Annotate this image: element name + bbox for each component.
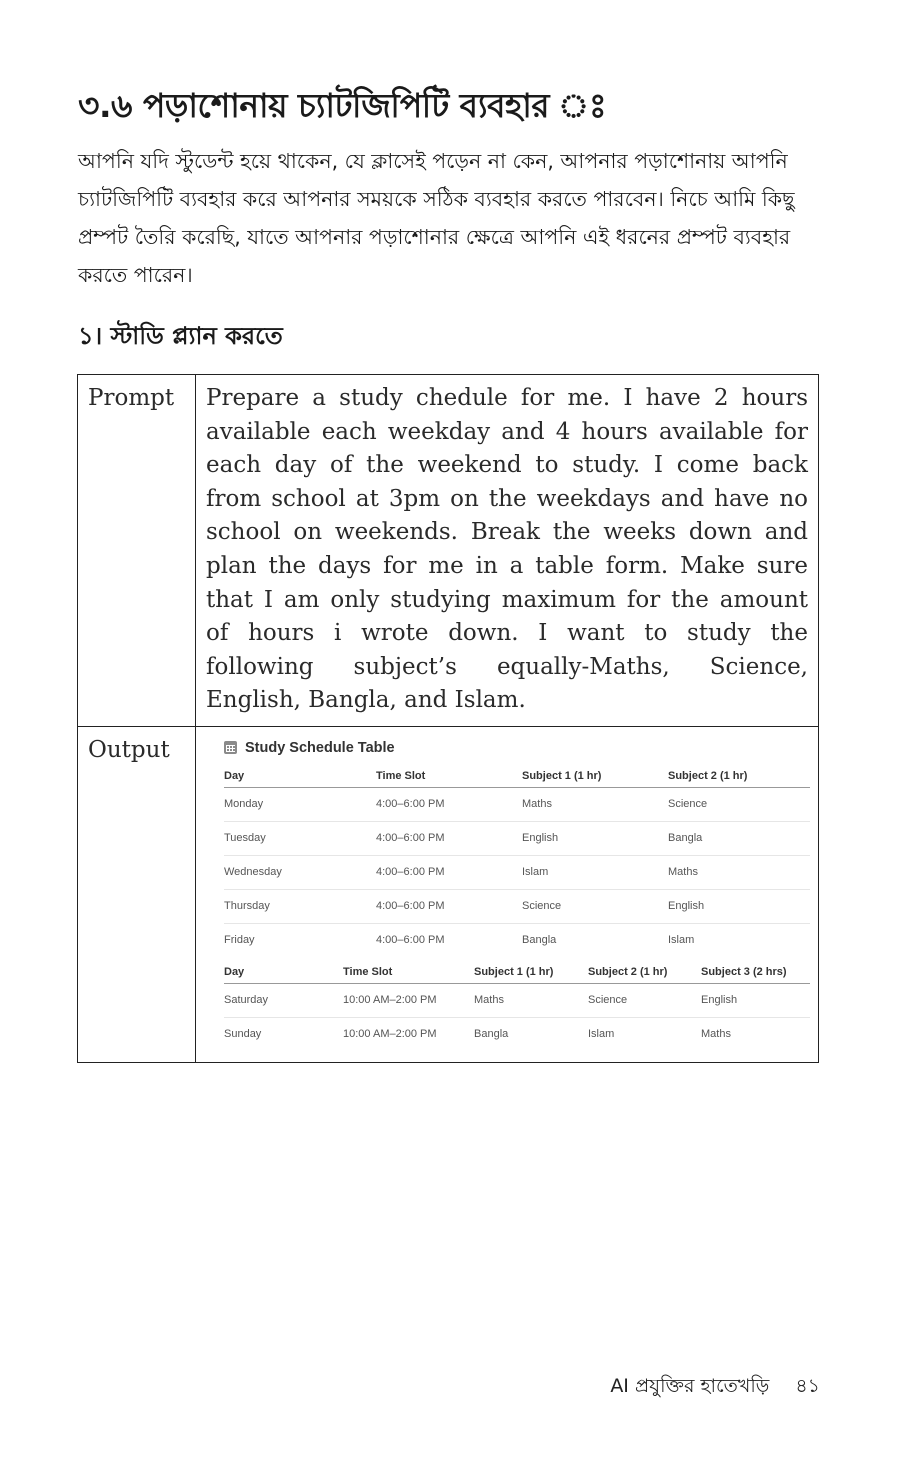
column-header: Subject 3 (2 hrs) (701, 961, 810, 984)
table-row (224, 1017, 810, 1051)
column-header: Day (224, 961, 343, 984)
weekend-header-row (224, 961, 810, 984)
table-cell: Maths (668, 855, 810, 889)
schedule-title-bar (224, 737, 808, 759)
column-header: Time Slot (343, 961, 474, 984)
table-cell: Tuesday (224, 821, 376, 855)
table-cell: Monday (224, 787, 376, 821)
output-row (78, 726, 819, 1062)
table-cell: English (668, 889, 810, 923)
prompt-output-table (77, 374, 819, 1063)
column-header: Subject 2 (1 hr) (668, 765, 810, 788)
table-cell: Maths (522, 787, 668, 821)
table-row (224, 821, 810, 855)
column-header: Subject 1 (1 hr) (522, 765, 668, 788)
table-cell: 4:00–6:00 PM (376, 821, 522, 855)
table-cell: 4:00–6:00 PM (376, 787, 522, 821)
output-label: Output (78, 726, 196, 1062)
book-title: AI প্রযুক্তির হাতেখড়ি (610, 1375, 770, 1397)
weekday-schedule-table (224, 765, 810, 957)
column-header: Subject 1 (1 hr) (474, 961, 588, 984)
table-cell: Thursday (224, 889, 376, 923)
table-row (224, 889, 810, 923)
table-cell: Bangla (522, 934, 557, 947)
prompt-label: Prompt (78, 375, 196, 727)
table-cell: Science (668, 787, 810, 821)
column-header: Day (224, 765, 376, 788)
prompt-text: Prepare a study chedule for me. I have 2 hours available each weekday and 4 hours available for each day of the weekend to study. I come back from school at 3pm on the weekdays and have no school on weekends. Break the weeks down and plan the days for me in a table form. Make sure that I am only studying maximum for the amount of hours i wrote down. I want to study the following subject’s equally-Maths, Science, English, Bangla, and Islam. (196, 375, 819, 727)
table-cell: English (701, 983, 810, 1017)
calendar-icon (224, 741, 237, 754)
table-cell: Maths (701, 1028, 731, 1041)
column-header: Subject 2 (1 hr) (588, 961, 701, 984)
table-cell: 4:00–6:00 PM (376, 889, 522, 923)
table-row (224, 855, 810, 889)
table-row (224, 983, 810, 1017)
table-cell: Science (588, 983, 701, 1017)
weekend-schedule-table (224, 961, 810, 1051)
intro-paragraph: আপনি যদি স্টুডেন্ট হয়ে থাকেন, যে ক্লাসেই পড়েন না কেন, আপনার পড়াশোনায় আপনি চ্যাটজিপিটি ব্যবহার করে আপনার সময়কে সঠিক ব্যবহার করতে পারবেন। নিচে আমি কিছু প্রম্পট তৈরি করেছি, যাতে আপনার পড়াশোনার ক্ষেত্রে আপনি এই ধরনের প্রম্পট ব্যবহার করতে পারেন। (78, 149, 795, 287)
table-cell: Islam (522, 855, 668, 889)
table-cell: Wednesday (224, 855, 376, 889)
table-cell: 10:00 AM–2:00 PM (343, 983, 474, 1017)
table-cell: Science (522, 889, 668, 923)
table-row (224, 787, 810, 821)
table-cell: Maths (474, 983, 588, 1017)
table-cell: Bangla (668, 821, 810, 855)
table-cell: Friday (224, 934, 255, 947)
table-cell: Sunday (224, 1028, 262, 1041)
subsection-heading: ১। স্টাডি প্ল্যান করতে (78, 322, 283, 350)
output-content (196, 726, 819, 1062)
table-cell: English (522, 821, 668, 855)
section-heading: ৩.৬ পড়াশোনায় চ্যাটজিপিটি ব্যবহার ঃ (78, 86, 607, 125)
table-row (224, 923, 810, 957)
table-cell: 4:00–6:00 PM (376, 855, 522, 889)
table-cell: Islam (588, 1028, 615, 1041)
weekday-header-row (224, 765, 810, 788)
table-cell: 10:00 AM–2:00 PM (343, 1028, 437, 1041)
table-cell: Islam (668, 934, 695, 947)
schedule-title: Study Schedule Table (245, 739, 395, 756)
page-footer (610, 1372, 820, 1404)
prompt-row (78, 375, 819, 727)
table-cell: Saturday (224, 983, 343, 1017)
column-header: Time Slot (376, 765, 522, 788)
table-cell: Bangla (474, 1028, 509, 1041)
table-cell: 4:00–6:00 PM (376, 934, 445, 947)
page-number: ৪১ (795, 1375, 820, 1397)
